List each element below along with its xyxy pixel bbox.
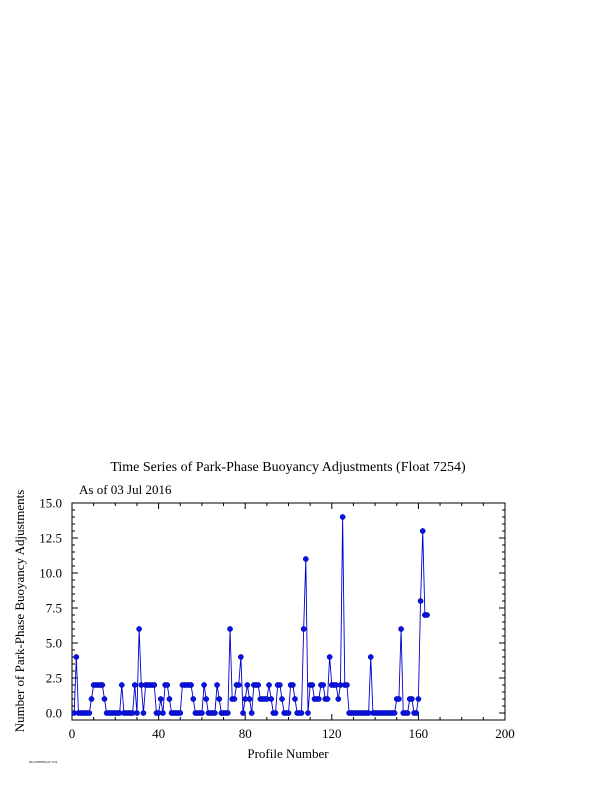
chart-title: Time Series of Park-Phase Buoyancy Adjustments (Float 7254) bbox=[110, 460, 466, 475]
series-group bbox=[72, 514, 430, 715]
x-axis-label: Profile Number bbox=[247, 746, 329, 761]
x-tick-label: 40 bbox=[152, 726, 166, 741]
data-point bbox=[245, 682, 250, 687]
y-tick-label: 0.0 bbox=[45, 705, 62, 721]
data-point bbox=[119, 682, 124, 687]
data-point bbox=[225, 710, 230, 715]
data-point bbox=[336, 696, 341, 701]
data-point bbox=[292, 696, 297, 701]
data-point bbox=[269, 696, 274, 701]
data-point bbox=[321, 682, 326, 687]
data-point bbox=[303, 556, 308, 561]
data-point bbox=[134, 710, 139, 715]
data-point bbox=[416, 696, 421, 701]
data-point bbox=[188, 682, 193, 687]
data-point bbox=[424, 612, 429, 617]
y-tick-label: 10.0 bbox=[39, 565, 62, 581]
data-point bbox=[249, 710, 254, 715]
y-tick-label: 15.0 bbox=[39, 495, 62, 511]
data-point bbox=[201, 682, 206, 687]
data-point bbox=[409, 696, 414, 701]
data-point bbox=[100, 682, 105, 687]
data-point bbox=[191, 696, 196, 701]
x-tick-label: 0 bbox=[68, 726, 76, 741]
data-point bbox=[199, 710, 204, 715]
data-point bbox=[236, 682, 241, 687]
data-point bbox=[217, 696, 222, 701]
data-point bbox=[178, 710, 183, 715]
data-point bbox=[316, 696, 321, 701]
data-point bbox=[74, 654, 79, 659]
data-point bbox=[137, 626, 142, 631]
data-point bbox=[238, 654, 243, 659]
data-point bbox=[327, 654, 332, 659]
data-point bbox=[325, 696, 330, 701]
data-point bbox=[368, 654, 373, 659]
x-tick-label: 80 bbox=[238, 726, 252, 741]
series-line bbox=[74, 517, 427, 713]
x-tick-label: 160 bbox=[408, 726, 429, 741]
data-point bbox=[266, 682, 271, 687]
chart-subtitle: As of 03 Jul 2016 bbox=[79, 482, 172, 497]
plot-frame bbox=[72, 503, 505, 720]
data-point bbox=[212, 710, 217, 715]
y-tick-label: 2.5 bbox=[45, 670, 62, 686]
data-point bbox=[158, 696, 163, 701]
data-point bbox=[227, 626, 232, 631]
data-point bbox=[273, 710, 278, 715]
data-point bbox=[160, 710, 165, 715]
data-point bbox=[240, 710, 245, 715]
data-point bbox=[279, 696, 284, 701]
data-point bbox=[405, 710, 410, 715]
data-point bbox=[418, 598, 423, 603]
data-point bbox=[396, 696, 401, 701]
data-point bbox=[301, 626, 306, 631]
data-point bbox=[310, 682, 315, 687]
data-point bbox=[232, 696, 237, 701]
data-point bbox=[102, 696, 107, 701]
x-tick-label: 200 bbox=[495, 726, 515, 741]
footer-text: PAGTIMEBUOY 7254 bbox=[29, 760, 58, 764]
data-point bbox=[204, 696, 209, 701]
y-tick-label: 12.5 bbox=[39, 530, 62, 546]
data-point bbox=[165, 682, 170, 687]
axes-group bbox=[39, 496, 515, 742]
data-point bbox=[277, 682, 282, 687]
data-point bbox=[152, 682, 157, 687]
data-point bbox=[392, 710, 397, 715]
y-axis-label: Number of Park-Phase Buoyancy Adjustments bbox=[12, 489, 27, 733]
data-point bbox=[132, 682, 137, 687]
data-point bbox=[247, 696, 252, 701]
data-point bbox=[414, 710, 419, 715]
data-point bbox=[167, 696, 172, 701]
y-tick-label: 5.0 bbox=[45, 635, 62, 651]
data-point bbox=[87, 710, 92, 715]
data-point bbox=[290, 682, 295, 687]
data-point bbox=[141, 710, 146, 715]
data-point bbox=[398, 626, 403, 631]
data-point bbox=[286, 710, 291, 715]
x-tick-label: 120 bbox=[322, 726, 342, 741]
data-point bbox=[299, 710, 304, 715]
data-point bbox=[214, 682, 219, 687]
data-point bbox=[256, 682, 261, 687]
data-point bbox=[420, 528, 425, 533]
data-point bbox=[340, 514, 345, 519]
data-point bbox=[344, 682, 349, 687]
data-point bbox=[89, 696, 94, 701]
data-point bbox=[305, 710, 310, 715]
y-tick-label: 7.5 bbox=[45, 600, 62, 616]
